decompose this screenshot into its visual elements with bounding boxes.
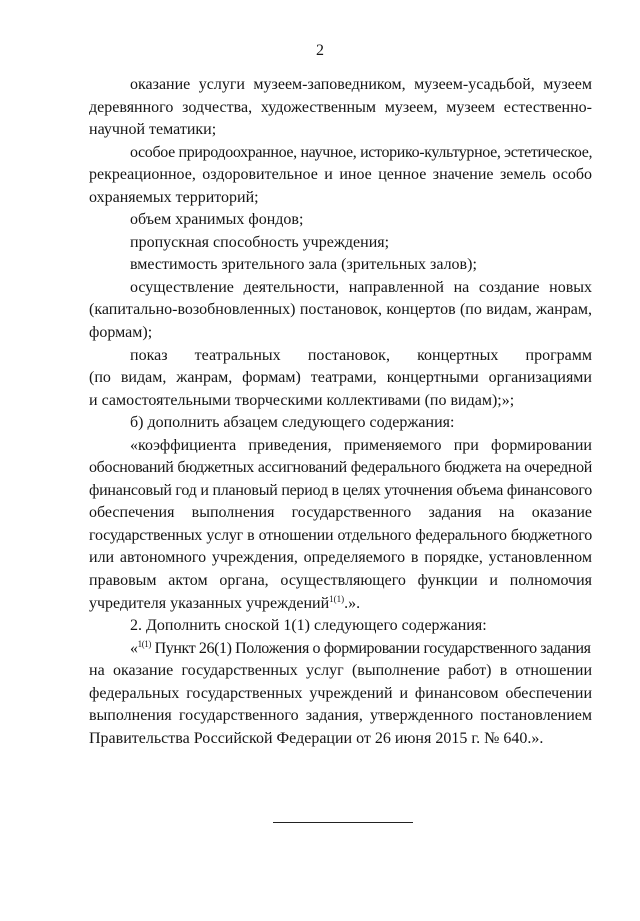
text-line-tail: Пункт 26(1) Положения о формировании государственного задания (151, 639, 591, 657)
text-line (89, 480, 592, 503)
document-text (89, 74, 592, 750)
text-line (89, 74, 592, 97)
text-line-content: показ театральных постановок, концертных программ (130, 346, 592, 364)
text-line (89, 615, 592, 638)
text-line (89, 638, 592, 661)
text-line (89, 277, 592, 300)
text-line (89, 547, 592, 570)
text-line (89, 705, 592, 728)
text-line-content: на оказание государственных услуг (выполнение работ) в отношении (89, 662, 592, 680)
text-line-content: пропускная способность учреждения; (130, 233, 390, 251)
page-number: 2 (316, 42, 324, 59)
text-line-content: оказание услуги музеем-заповедником, музеем-усадьбой, музеем (130, 76, 592, 93)
text-line-content: вместимость зрительного зала (зрительных залов); (130, 256, 477, 274)
text-line-content: « (130, 639, 138, 657)
text-line (89, 232, 592, 255)
text-line (89, 345, 592, 368)
text-line (89, 119, 592, 142)
text-line-content: охраняемых территорий; (89, 188, 259, 206)
document-body (89, 74, 592, 750)
text-line-content: рекреационное, оздоровительное и иное ценное значение земель особо (89, 166, 592, 184)
text-line (89, 367, 592, 390)
text-line (89, 187, 592, 210)
text-line (89, 525, 592, 548)
text-line (89, 412, 592, 435)
text-line (89, 209, 592, 232)
text-line-content: «коэффициента приведения, применяемого при формировании (130, 436, 592, 454)
text-line-content: объем хранимых фондов; (130, 211, 304, 229)
text-line-content: формам); (89, 324, 153, 342)
text-line (89, 570, 592, 593)
text-line-content: федеральных государственных учреждений и финансовом обеспечении (89, 684, 592, 702)
text-line-content: особое природоохранное, научное, историко-культурное, эстетическое, (130, 143, 593, 161)
text-line (89, 728, 592, 751)
text-line (89, 164, 592, 187)
text-line (89, 660, 592, 683)
text-line-content: Правительства Российской Федерации от 26 июня 2015 г. № 640.». (89, 729, 544, 747)
text-line-content: научной тематики; (89, 121, 217, 139)
text-line (89, 390, 592, 413)
text-line-content: б) дополнить абзацем следующего содержания: (130, 414, 455, 432)
text-line-content: выполнения государственного задания, утвержденного постановлением (89, 707, 592, 725)
text-line-content: деревянного зодчества, художественным музеем, музеем естественно- (89, 98, 592, 116)
text-line-content: обеспечения выполнения государственного задания на оказание (89, 504, 592, 522)
text-line-content: (капитально-возобновленных) постановок, концертов (по видам, жанрам, (89, 301, 592, 319)
text-line-content: и самостоятельными творческими коллективами (по видам);»; (89, 391, 515, 409)
text-line (89, 97, 592, 120)
text-line-content: осуществление деятельности, направленной на создание новых (130, 278, 592, 296)
footnote-mark: 1(1) (329, 593, 345, 604)
text-line (89, 457, 592, 480)
text-line-content: финансовый год и плановый период в целях уточнения объема финансового (89, 481, 592, 499)
text-line (89, 254, 592, 277)
text-line (89, 299, 592, 322)
text-line (89, 593, 592, 616)
text-line-content: обоснований бюджетных ассигнований федерального бюджета на очередной (89, 459, 592, 477)
text-line (89, 142, 592, 165)
footnote-separator (273, 822, 413, 823)
footnote-mark: 1(1) (137, 638, 152, 649)
text-line-content: или автономного учреждения, определяемого в порядке, установленном (89, 549, 592, 567)
text-line-content: 2. Дополнить сноской 1(1) следующего содержания: (130, 617, 487, 635)
text-line-tail: .». (344, 594, 361, 612)
text-line-content: государственных услуг в отношении отдельного федерального бюджетного (89, 526, 592, 544)
text-line (89, 435, 592, 458)
text-line-content: правовым актом органа, осуществляющего функции и полномочия (89, 572, 592, 590)
text-line-content: учредителя указанных учреждений (89, 594, 330, 612)
text-line (89, 502, 592, 525)
text-line (89, 683, 592, 706)
text-line (89, 322, 592, 345)
text-line-content: (по видам, жанрам, формам) театрами, концертными организациями (89, 369, 592, 387)
